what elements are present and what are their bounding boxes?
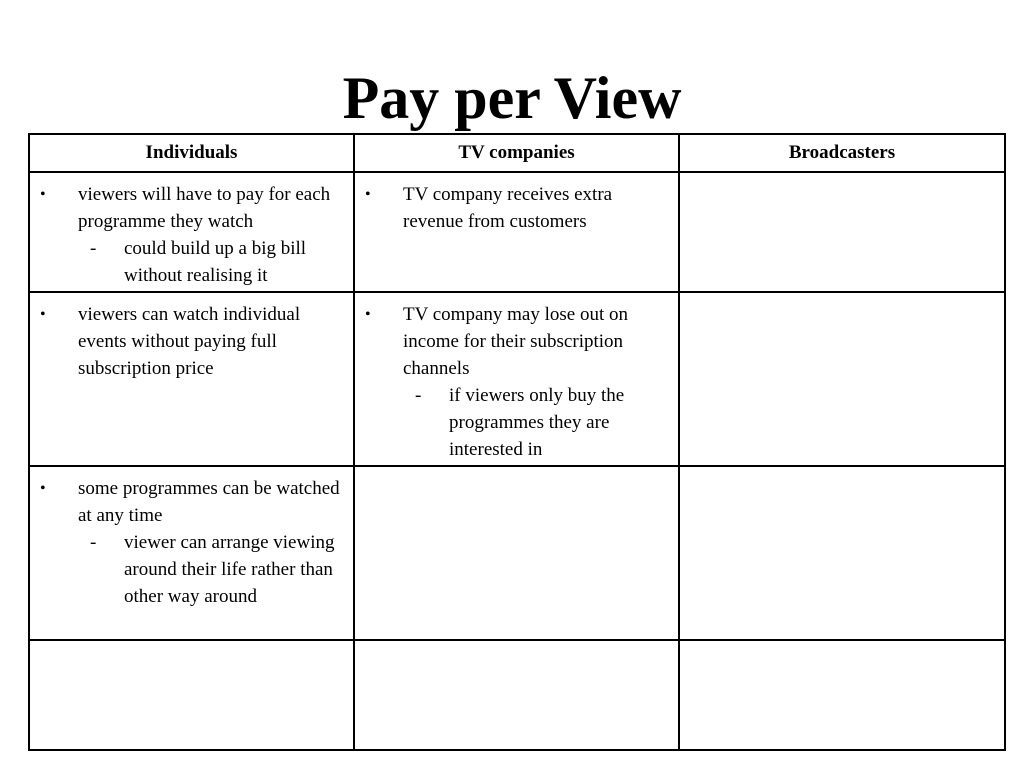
header-row — [29, 134, 1005, 172]
cell-individuals — [29, 640, 354, 750]
dash-icon: - — [90, 238, 97, 259]
bullet-icon: • — [40, 306, 46, 323]
sub-text: if viewers only buy the programmes they are interested in — [449, 385, 625, 460]
cell-individuals — [29, 292, 354, 466]
cell-broadcasters — [679, 292, 1005, 466]
header-individuals: Individuals — [29, 134, 354, 172]
bullet-item — [365, 301, 668, 382]
cell-broadcasters — [679, 466, 1005, 640]
sub-item — [415, 382, 668, 463]
header-broadcasters: Broadcasters — [679, 134, 1005, 172]
table-row — [29, 172, 1005, 292]
bullet-text: viewers will have to pay for each programme they watch — [78, 184, 331, 232]
sub-item — [90, 235, 343, 289]
bullet-icon: • — [40, 480, 46, 497]
bullet-icon: • — [40, 186, 46, 203]
table-row — [29, 640, 1005, 750]
bullet-icon: • — [365, 306, 371, 323]
bullet-text: viewers can watch individual events without paying full subscription price — [78, 304, 301, 379]
bullet-item — [40, 181, 343, 235]
cell-individuals — [29, 466, 354, 640]
cell-individuals — [29, 172, 354, 292]
cell-tv-companies — [354, 640, 679, 750]
bullet-text: TV company receives extra revenue from customers — [403, 184, 613, 232]
dash-icon: - — [415, 385, 422, 406]
bullet-icon: • — [365, 186, 371, 203]
slide-title: Pay per View — [342, 65, 682, 131]
header-tv-companies: TV companies — [354, 134, 679, 172]
bullet-item — [40, 301, 343, 382]
cell-tv-companies — [354, 172, 679, 292]
bullet-item — [365, 181, 668, 235]
bullet-text: some programmes can be watched at any time — [78, 478, 340, 526]
table-row — [29, 292, 1005, 466]
table-row — [29, 466, 1005, 640]
cell-tv-companies — [354, 292, 679, 466]
cell-broadcasters — [679, 640, 1005, 750]
comparison-table — [28, 133, 1006, 751]
sub-item — [90, 529, 343, 610]
cell-broadcasters — [679, 172, 1005, 292]
cell-tv-companies — [354, 466, 679, 640]
bullet-text: TV company may lose out on income for their subscription channels — [403, 304, 628, 379]
sub-text: could build up a big bill without realising it — [124, 238, 307, 286]
sub-text: viewer can arrange viewing around their life rather than other way around — [124, 532, 335, 607]
bullet-item — [40, 475, 343, 529]
dash-icon: - — [90, 532, 97, 553]
